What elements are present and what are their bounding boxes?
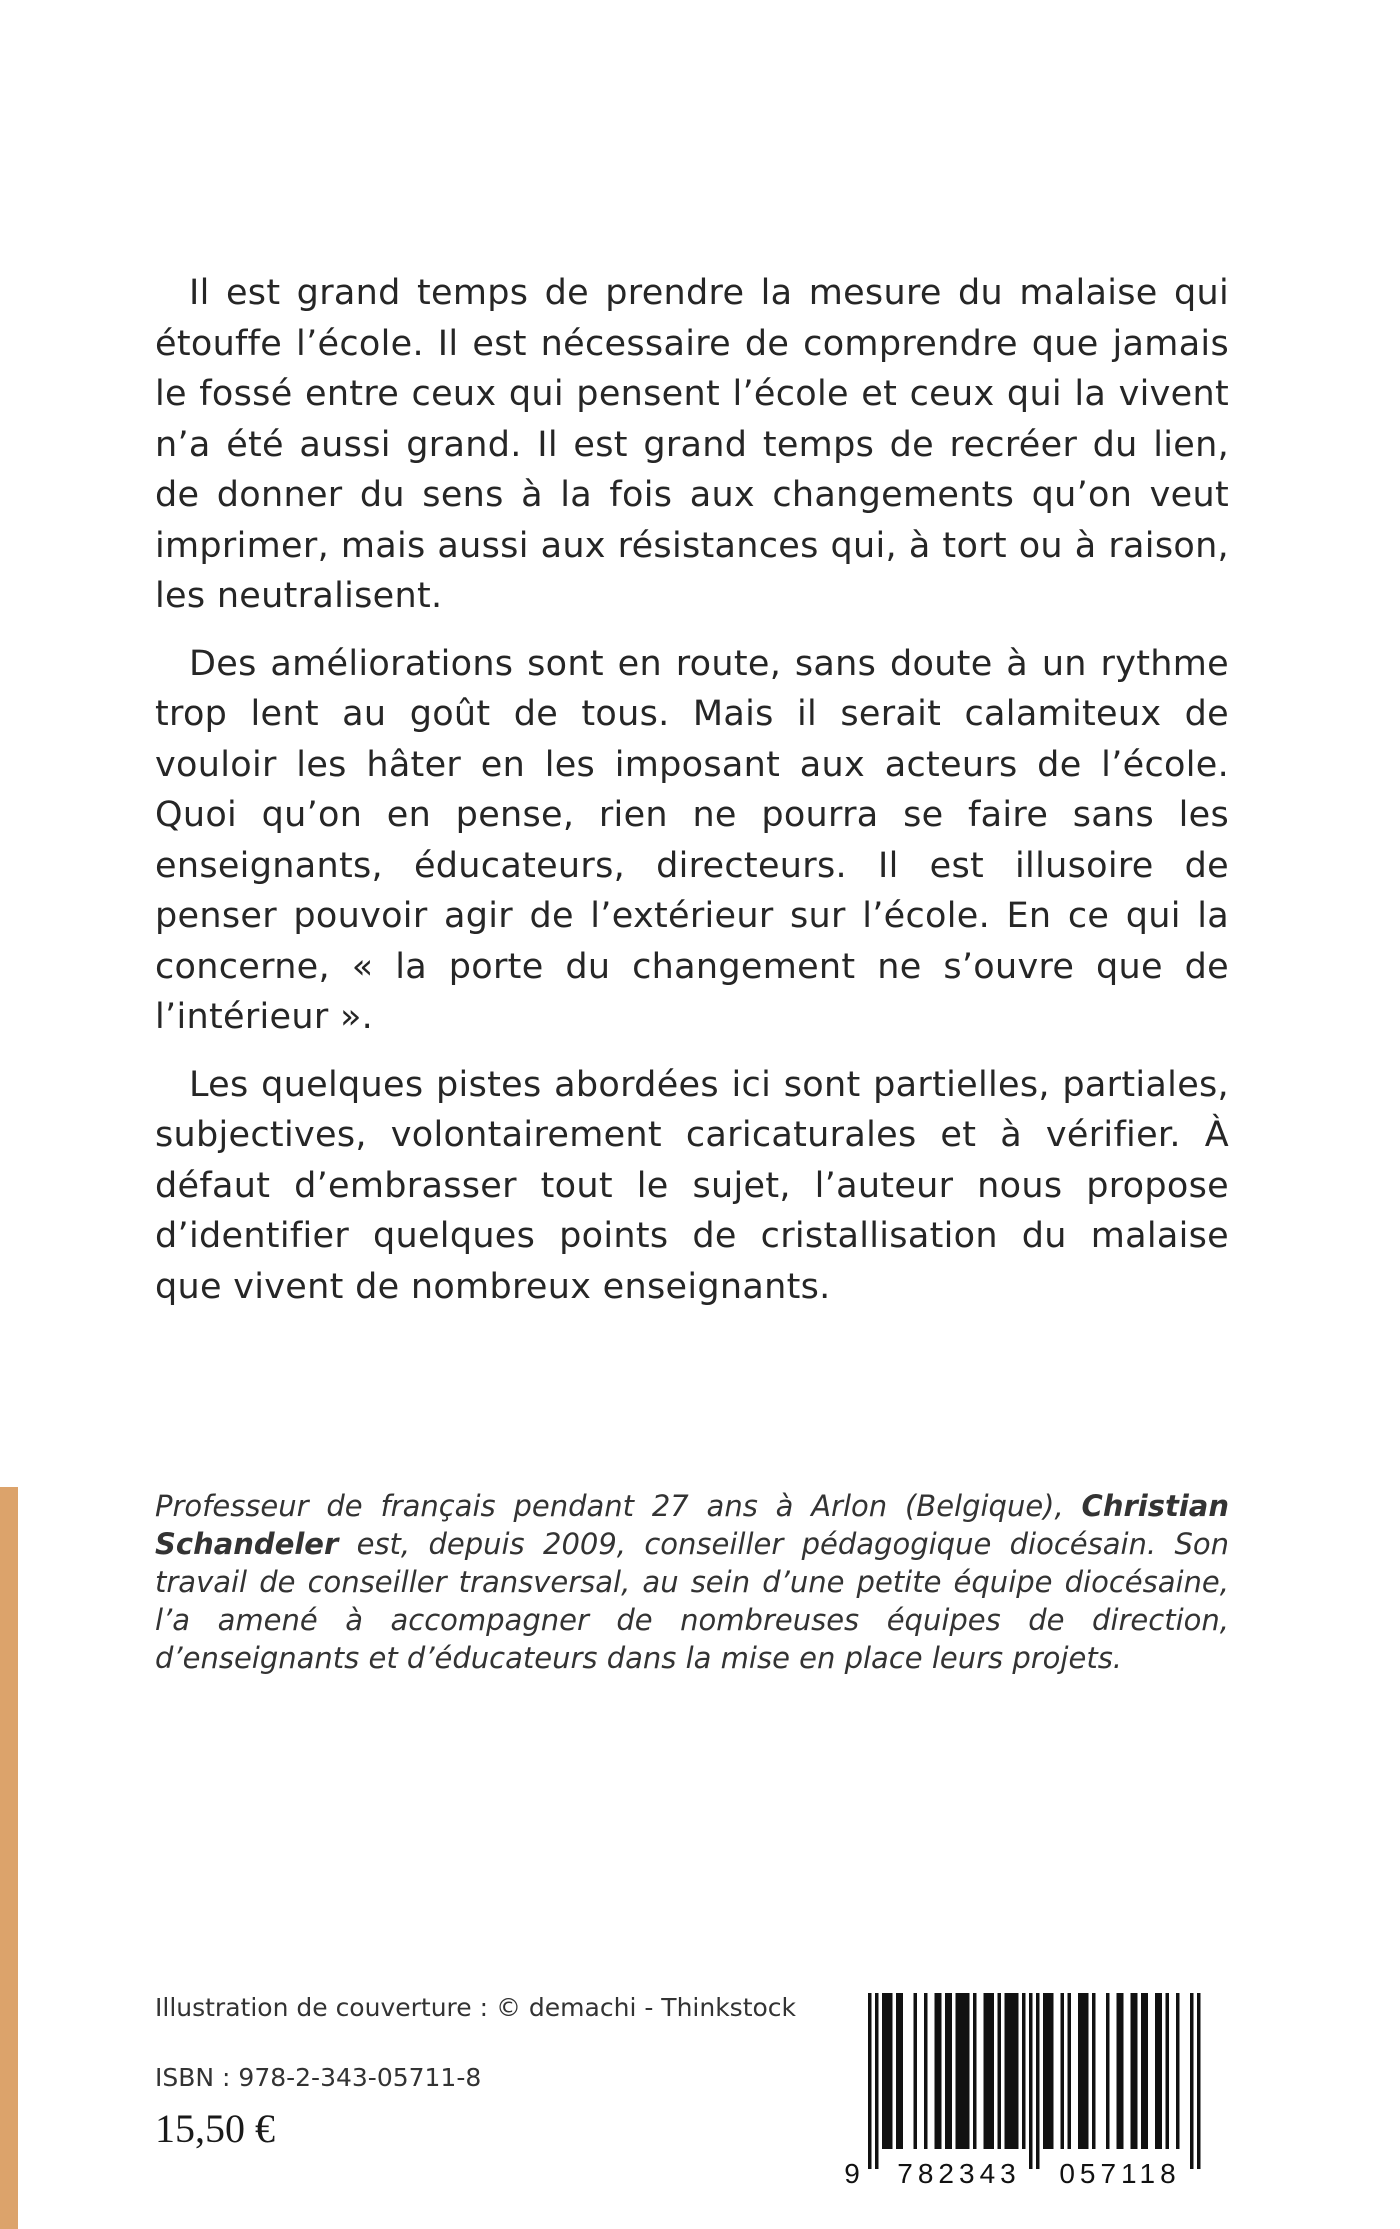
barcode-bar — [998, 1993, 1002, 2149]
barcode-bar — [882, 1993, 886, 2149]
author-bio — [155, 1487, 1229, 1677]
barcode-bar — [949, 1993, 953, 2149]
price-label: 15,50 € — [155, 2106, 275, 2151]
barcode-bar — [1117, 1993, 1121, 2149]
barcode-bar — [1036, 1993, 1040, 2169]
barcode-bar — [945, 1993, 949, 2149]
author-name: Christian Schandeler — [155, 1489, 1229, 1561]
barcode-bar — [868, 1993, 872, 2169]
barcode-bar — [984, 1993, 988, 2149]
barcode-bar — [935, 1993, 939, 2149]
barcode-bar — [991, 1993, 995, 2149]
barcode-bar — [1145, 1993, 1149, 2149]
blurb-paragraph-1: Il est grand temps de prendre la mesure du malaise qui étouffe l’école. Il est nécessaire de comprendre que jamais le fossé entre ceux qui pensent l’école et ceux qui la vivent n’a été aussi grand. Il est grand temps de recréer du lien, de donner du sens à la fois aux changements qu’on veut imprimer, mais aussi aux résistances qui, à tort ou à raison, les neutralisent. — [155, 273, 1229, 616]
barcode-digit-first: 9 — [844, 2158, 860, 2189]
back-cover-blurb — [155, 268, 1229, 1329]
barcode-bar — [938, 1993, 942, 2149]
barcode-graphic — [838, 1985, 1230, 2192]
barcode-bar — [1061, 1993, 1065, 2149]
barcode-bar — [973, 1993, 977, 2149]
blurb-paragraph-2: Des améliorations sont en route, sans doute à un rythme trop lent au goût de tous. Mais il serait calamiteux de vouloir les hâter en les imposant aux acteurs de l’école. Quoi qu’on en pense, rien ne pourra se faire sans les enseignants, éducateurs, directeurs. Il est illusoire de penser pouvoir agir de l’extérieur sur l’école. En ce qui la concerne, « la porte du changement ne s’ouvre que de l’intérieur ». — [155, 643, 1229, 1037]
barcode-bar — [1005, 1993, 1009, 2149]
barcode-bar — [1197, 1993, 1201, 2169]
barcode-bar — [914, 1993, 918, 2149]
barcode-bar — [900, 1993, 904, 2149]
cover-illustration-credit: Illustration de couverture : © demachi - Thinkstock — [155, 1993, 797, 2022]
barcode-bar — [886, 1993, 890, 2149]
blurb-paragraph-3: Les quelques pistes abordées ici sont partielles, partiales, subjectives, volontairement caricaturales et à vérifier. À défaut d’embrasser tout le sujet, l’auteur nous propose d’identifier quelques points de cristallisation du malaise que vivent de nombreux enseignants. — [155, 1064, 1229, 1307]
barcode-bar — [1082, 1993, 1086, 2149]
barcode-bar — [959, 1993, 963, 2149]
barcode-bar — [875, 1993, 879, 2169]
ean-barcode — [838, 1985, 1230, 2192]
barcode-bar — [1085, 1993, 1089, 2149]
barcode-bar — [1176, 1993, 1180, 2149]
barcode-bar — [987, 1993, 991, 2149]
barcode-bar — [1155, 1993, 1159, 2149]
barcode-bar — [1043, 1993, 1047, 2149]
barcode-bar — [1068, 1993, 1072, 2149]
barcode-bar — [966, 1993, 970, 2149]
barcode-bar — [1050, 1993, 1054, 2149]
spine-color-stripe — [0, 1487, 18, 2229]
barcode-bar — [1190, 1993, 1194, 2169]
barcode-bar — [1120, 1993, 1124, 2149]
barcode-bar — [1015, 1993, 1019, 2149]
barcode-bar — [1092, 1993, 1096, 2149]
barcode-bar — [1166, 1993, 1170, 2149]
barcode-bar — [1029, 1993, 1033, 2169]
barcode-digits-right: 057118 — [1059, 2158, 1181, 2189]
barcode-bar — [889, 1993, 893, 2149]
barcode-bar — [896, 1993, 900, 2149]
author-bio-rest: est, depuis 2009, conseiller pédagogique diocésain. Son travail de conseiller transversal, au sein d’une petite équipe diocésaine, l’a amené à accompagner de nombreuses équipes de direction, d’enseignants et d’éducateurs dans la mise en place leurs projets. — [155, 1527, 1229, 1675]
barcode-bar — [963, 1993, 967, 2149]
barcode-bars — [868, 1993, 1201, 2169]
barcode-bar — [1008, 1993, 1012, 2149]
barcode-bar — [1159, 1993, 1163, 2149]
barcode-bar — [1106, 1993, 1110, 2149]
isbn-number: ISBN : 978-2-343-05711-8 — [155, 2063, 482, 2092]
barcode-bar — [1141, 1993, 1145, 2149]
barcode-digits-left: 782343 — [897, 2158, 1021, 2189]
barcode-bar — [1134, 1993, 1138, 2149]
barcode-bar — [924, 1993, 928, 2149]
barcode-bar — [1012, 1993, 1016, 2149]
barcode-bar — [1078, 1993, 1082, 2149]
barcode-bar — [1047, 1993, 1051, 2149]
barcode-bar — [1131, 1993, 1135, 2149]
barcode-bar — [1022, 1993, 1026, 2149]
author-bio-intro: Professeur de français pendant 27 ans à Arlon (Belgique), — [155, 1489, 1082, 1523]
barcode-bar — [956, 1993, 960, 2149]
